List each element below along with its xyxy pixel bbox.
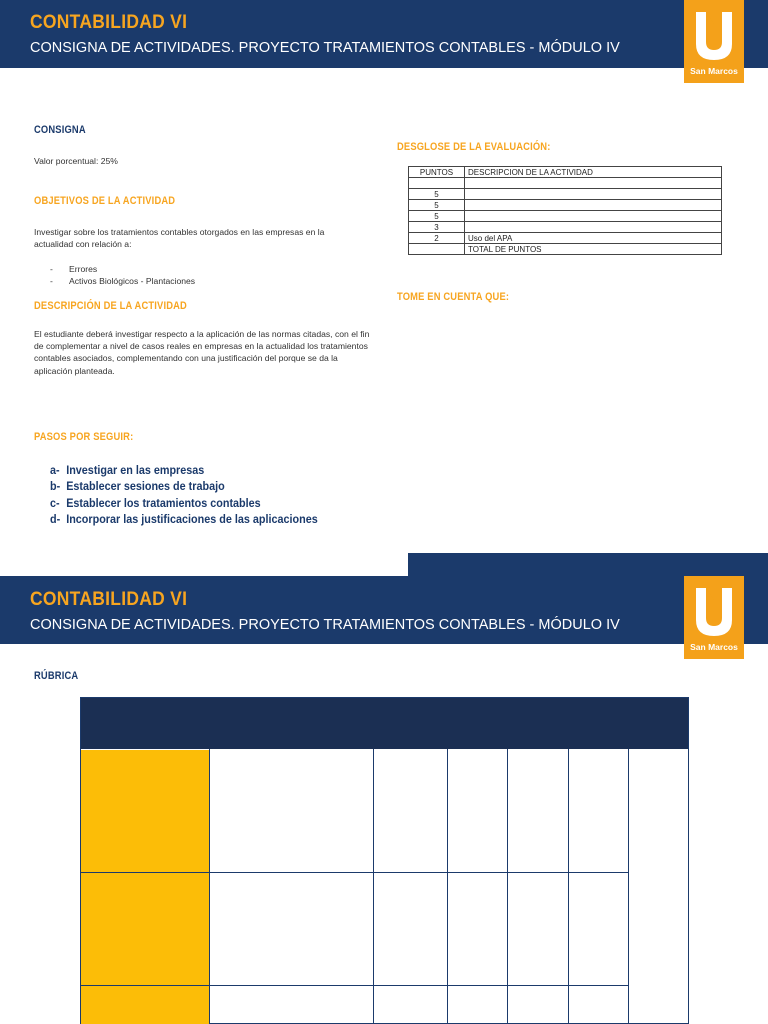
pasos-heading: PASOS POR SEGUIR:: [34, 431, 134, 443]
objetivos-heading: OBJETIVOS DE LA ACTIVIDAD: [34, 195, 176, 207]
course-subtitle: CONSIGNA DE ACTIVIDADES. PROYECTO TRATAMIENTOS CONTABLES - MÓDULO IV: [30, 40, 620, 56]
course-title-2: CONTABILIDAD VI: [30, 589, 188, 610]
step-item: d- Incorporar las justificaciones de las aplicaciones: [50, 511, 318, 526]
table-row: 5: [409, 211, 722, 222]
rubric-header-row: [81, 698, 688, 749]
valor-porcentual: Valor porcentual: 25%: [34, 156, 118, 166]
descripcion-text: El estudiante deberá investigar respecto a la aplicación de las normas citadas, con el fin de complementar a nivel de casos reales en empresas en la actualidad los tratamientos contables asociados, complementando con una justificación del porque se da la aplicación planteada.: [34, 329, 370, 376]
rubrica-heading: RÚBRICA: [34, 670, 79, 682]
table-row: 2 Uso del APA: [409, 233, 722, 244]
col-desc-header: DESCRIPCION DE LA ACTIVIDAD: [465, 167, 722, 178]
table-row: [409, 178, 722, 189]
objetivos-list: [50, 263, 195, 287]
san-marcos-logo: [684, 0, 744, 83]
step-item: c- Establecer los tratamientos contables: [50, 495, 261, 510]
step-item: b- Establecer sesiones de trabajo: [50, 479, 225, 494]
steps-list: [50, 462, 347, 527]
table-header-row: [409, 167, 722, 178]
table-row: 5: [409, 189, 722, 200]
rubric-criteria-cell: [81, 873, 209, 985]
tome-heading: TOME EN CUENTA QUE:: [397, 291, 510, 303]
desglose-heading: DESGLOSE DE LA EVALUACIÓN:: [397, 141, 551, 153]
list-item: - Errores: [50, 264, 98, 274]
objetivos-text: Investigar sobre los tratamientos contables otorgados en las empresas en la actualidad con relación a:: [34, 227, 325, 250]
logo-label-2: San Marcos: [690, 642, 738, 652]
rubric-criteria-cell: [81, 986, 209, 1024]
table-row: TOTAL DE PUNTOS: [409, 244, 722, 255]
col-points-header: PUNTOS: [409, 167, 465, 178]
table-row: 5: [409, 200, 722, 211]
header-banner: [0, 0, 768, 68]
list-item: - Activos Biológicos - Plantaciones: [50, 276, 196, 287]
header-banner-2: [0, 576, 768, 644]
rubric-table: [80, 697, 689, 1024]
course-subtitle-2: CONSIGNA DE ACTIVIDADES. PROYECTO TRATAMIENTOS CONTABLES - MÓDULO IV: [30, 617, 620, 633]
evaluation-table: [408, 166, 722, 255]
page-divider-strip: [408, 553, 768, 578]
course-title: CONTABILIDAD VI: [30, 12, 188, 33]
consigna-heading: CONSIGNA: [34, 124, 86, 136]
table-row: 3: [409, 222, 722, 233]
logo-label: San Marcos: [690, 66, 738, 76]
san-marcos-logo-2: [684, 576, 744, 659]
step-item: a- Investigar en las empresas: [50, 463, 205, 477]
rubric-criteria-cell: [81, 750, 209, 872]
descripcion-heading: DESCRIPCIÓN DE LA ACTIVIDAD: [34, 300, 187, 312]
